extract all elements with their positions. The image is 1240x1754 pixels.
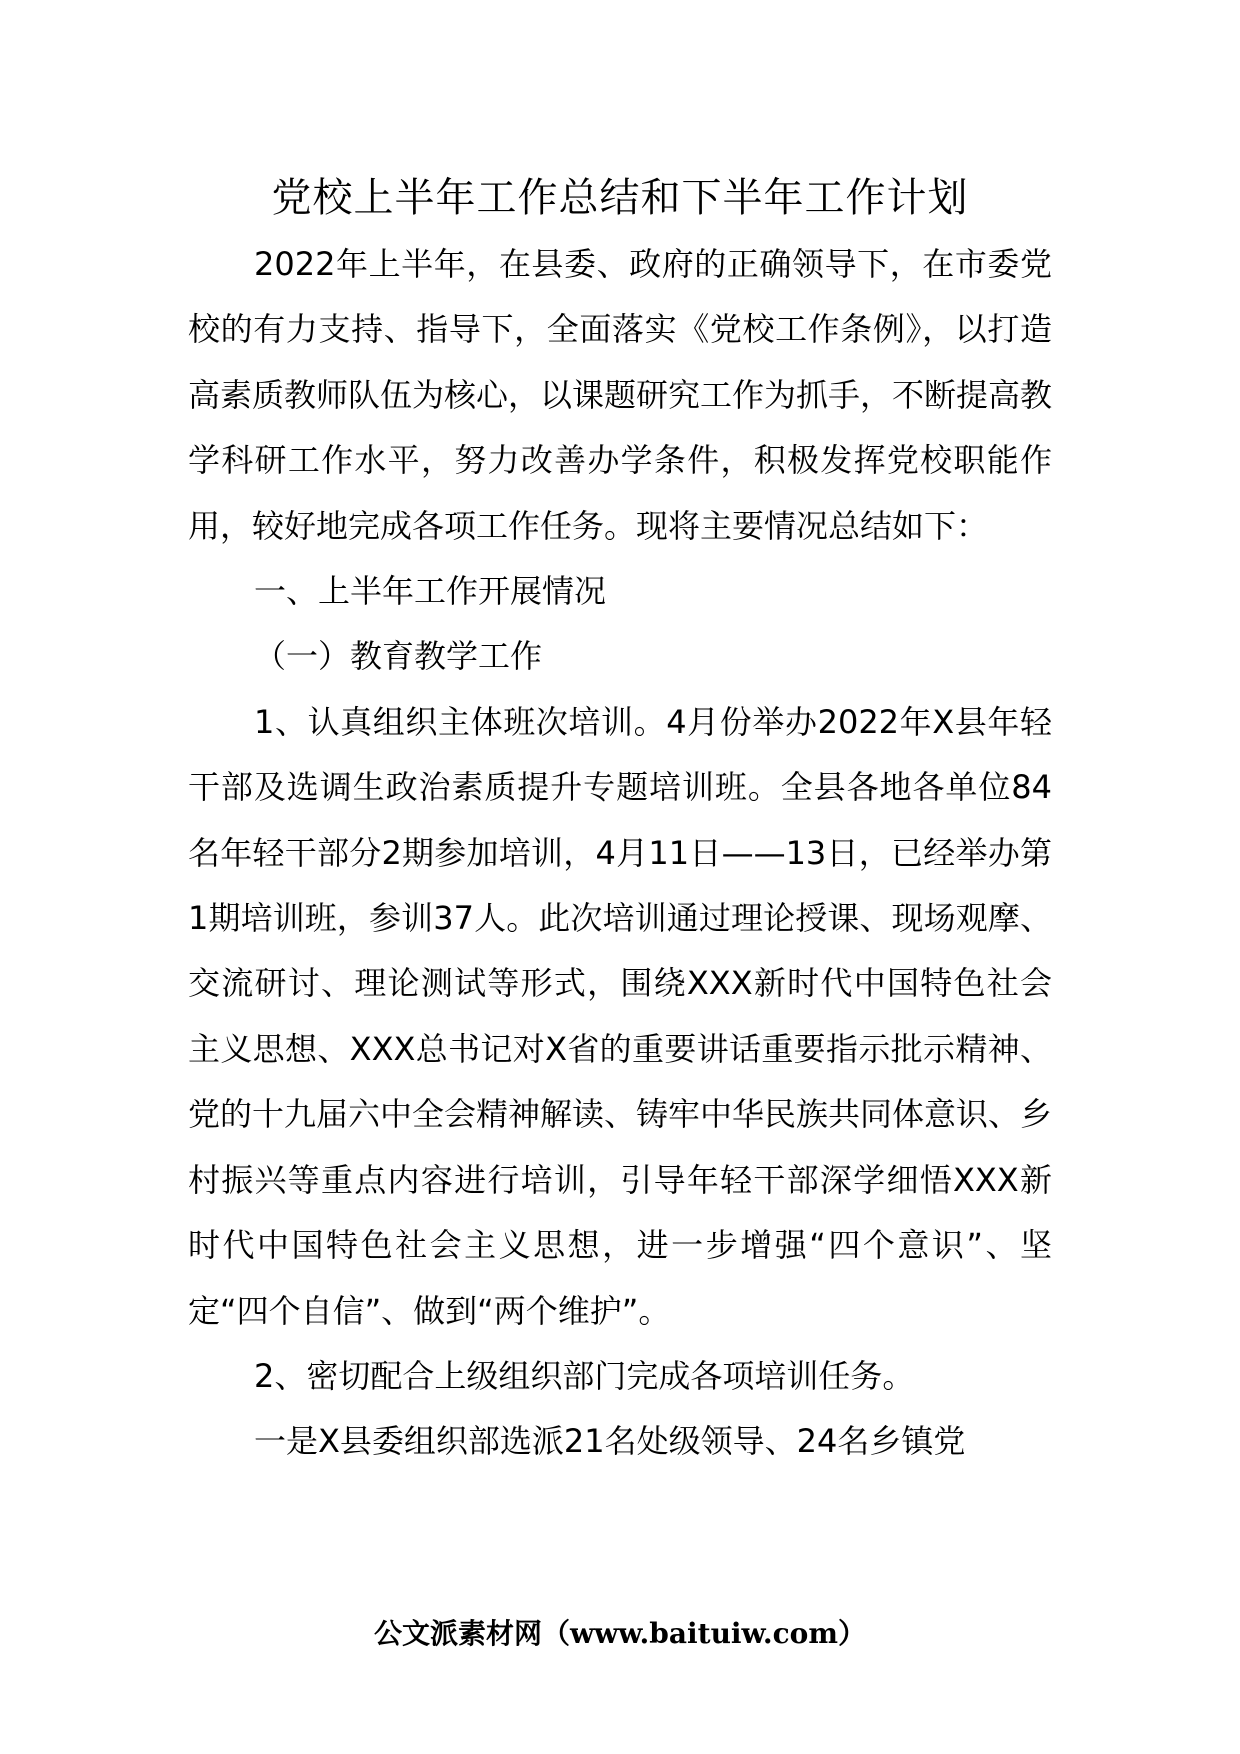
section-heading-1: 一、上半年工作开展情况 [254, 572, 607, 611]
item-paragraph-1: 1、认真组织主体班次培训。4月份举办2022年X县年轻干部及选调生政治素质提升专题培训班。全县各地各单位84名年轻干部分2期参加培训，4月11日——13日，已经举办第1期培训班，参训37人。此次培训通过理论授课、现场观摩、交流研讨、理论测试等形式，围绕XXX新时代中国特色社会主义思想、XXX总书记对X省的重要讲话重要指示批示精神、党的十九届六中全会精神解读、铸牢中华民族共同体意识、乡村振兴等重点内容进行培训，引导年轻干部深学细悟XXX新时代中国特色社会主义思想，进一步增强“四个意识”、坚定“四个自信”、做到“两个维护”。 [188, 702, 1053, 1330]
footer-watermark: 公文派素材网（www.baituiw.com） [374, 1617, 866, 1650]
item-paragraph-2: 2、密切配合上级组织部门完成各项培训任务。 [254, 1356, 915, 1395]
intro-paragraph: 2022年上半年，在县委、政府的正确领导下，在市委党校的有力支持、指导下，全面落实《党校工作条例》，以打造高素质教师队伍为核心，以课题研究工作为抓手，不断提高教学科研工作水平，努力改善办学条件，积极发挥党校职能作用，较好地完成各项工作任务。现将主要情况总结如下： [188, 245, 1053, 545]
item-paragraph-3: 一是X县委组织部选派21名处级领导、24名乡镇党 [254, 1422, 966, 1461]
document-body [188, 232, 1052, 1475]
subsection-heading-1: （一）教育教学工作 [254, 637, 543, 676]
document-title: 党校上半年工作总结和下半年工作计划 [271, 175, 969, 221]
